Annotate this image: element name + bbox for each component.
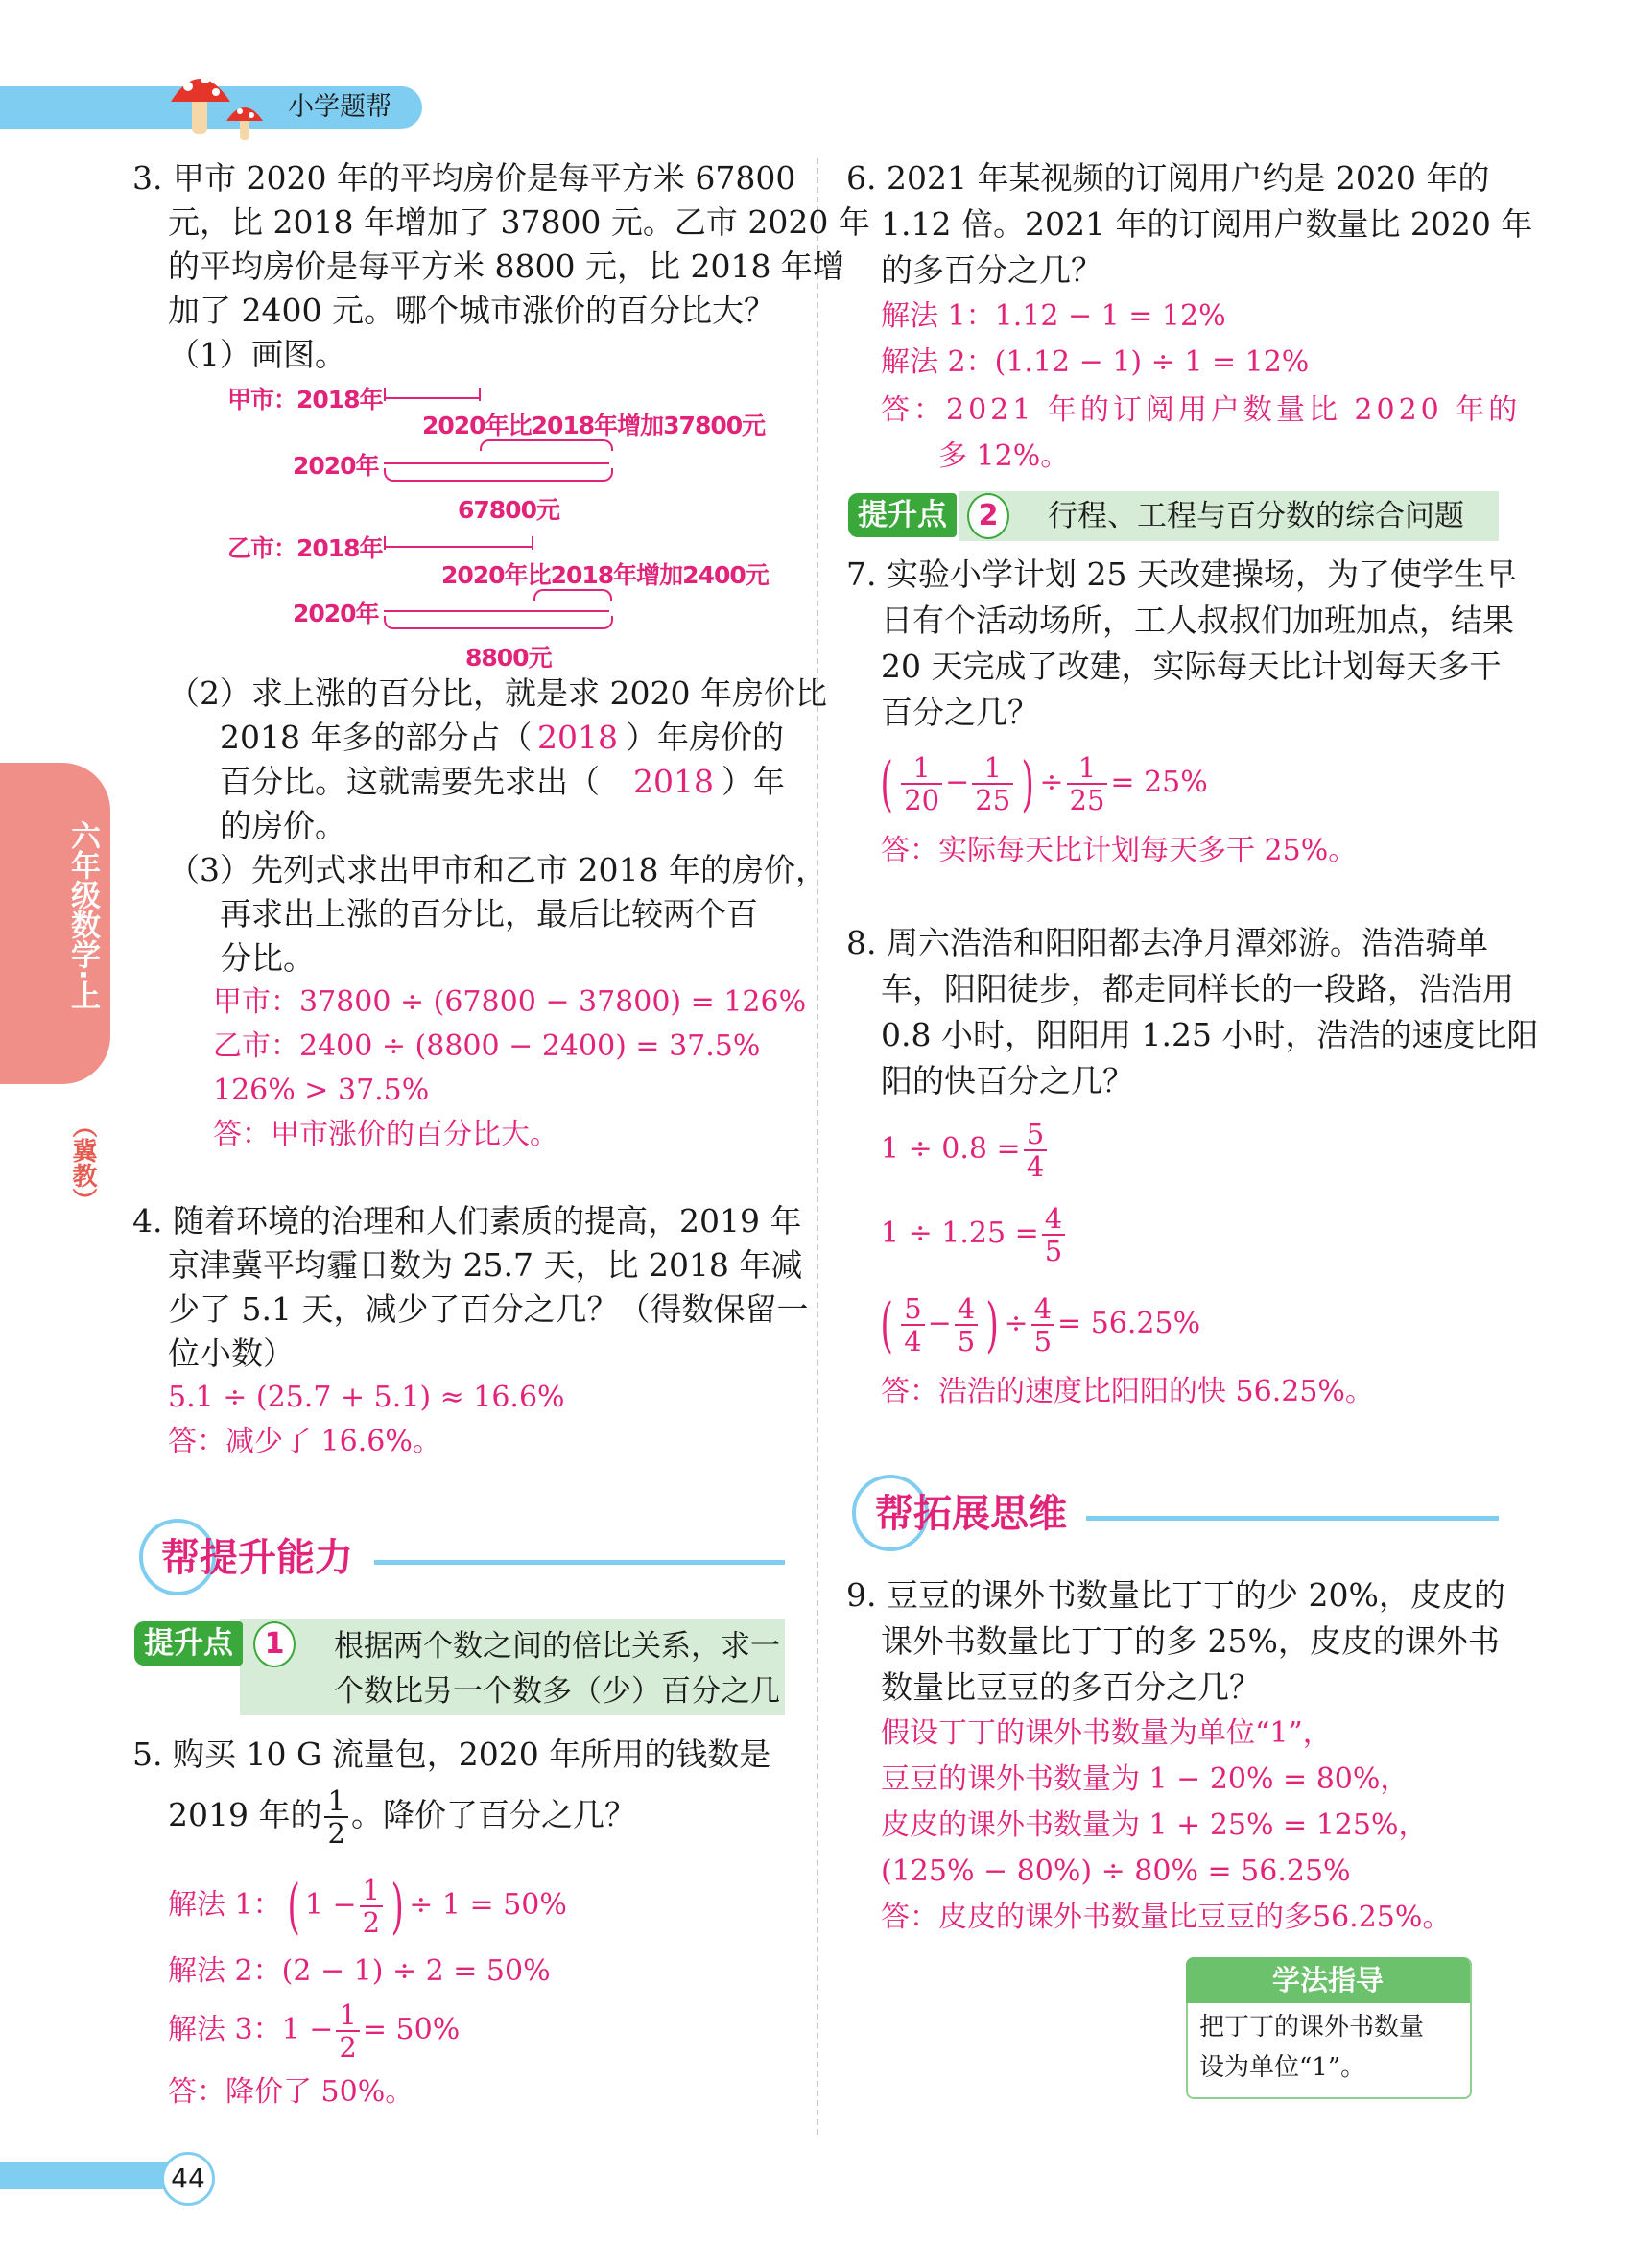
q3-answer-2: 乙市：2400 ÷ (8800 − 2400) = 37.5% <box>213 1029 761 1063</box>
q5-answer-1-fraction <box>360 1875 383 1938</box>
q6-answer-3: 答：2021 年的订阅用户数量比 2020 年的 <box>881 393 1522 427</box>
diagram-a-2018-segment <box>384 397 480 399</box>
q7-line-2: 日有个活动场所，工人叔叔们加班加点，结果 <box>881 602 1514 639</box>
q9-line-3: 数量比豆豆的多百分之几？ <box>881 1668 1261 1706</box>
q6-line-1: 6. 2021 年某视频的订阅用户约是 2020 年的 <box>846 159 1490 197</box>
fraction-num: 4 <box>1031 1293 1054 1326</box>
q9-line-1: 9. 豆豆的课外书数量比丁丁的少 20%，皮皮的 <box>846 1576 1505 1614</box>
q8-expression-1 <box>881 1115 1050 1184</box>
q3-sub2-line-2b: ）年房价的 <box>626 719 784 756</box>
diagram-a-increase-label: 2020年比2018年增加37800元 <box>422 412 766 439</box>
q7-fraction-2 <box>972 752 1013 815</box>
diagram-a-total-brace <box>384 468 613 482</box>
q9-answer-2: 豆豆的课外书数量为 1 − 20% = 80%， <box>881 1762 1409 1796</box>
q8-fraction <box>955 1293 978 1357</box>
fraction-den: 4 <box>1026 1150 1045 1183</box>
point1-desc-1: 根据两个数之间的倍比关系，求一 <box>334 1629 780 1664</box>
band1-title: 帮提升能力 <box>161 1536 353 1580</box>
diagram-b-total-brace <box>384 616 613 629</box>
diagram-a-increase-brace <box>480 439 613 451</box>
fraction-num: 1 <box>901 752 942 785</box>
fraction-num: 1 <box>360 1875 383 1907</box>
q5-answer-1-label: 解法 1： <box>168 1888 282 1922</box>
q3-answer-4: 答：甲市涨价的百分比大。 <box>213 1118 558 1151</box>
diagram-a-2020-segment <box>384 462 609 464</box>
q3-line-3: 的平均房价是每平方米 8800 元，比 2018 年增 <box>168 248 844 285</box>
q3-line-1: 3. 甲市 2020 年的平均房价是每平方米 67800 <box>132 159 796 197</box>
footer-bar <box>0 2162 168 2189</box>
q5-answer-1-expr-a: 1 − <box>304 1888 357 1922</box>
fraction-den: 4 <box>904 1325 922 1358</box>
q7-result: = 25% <box>1110 766 1208 799</box>
band2-title: 帮拓展思维 <box>875 1492 1067 1536</box>
diagram-b-2020-label: 2020年 <box>293 600 379 627</box>
fraction-num: 1 <box>336 1999 359 2032</box>
q5-fraction-num: 1 <box>324 1785 347 1818</box>
q5-answer-3 <box>168 1996 460 2065</box>
diagram-tick <box>384 388 386 401</box>
q7-fraction-1 <box>901 752 942 815</box>
q7-fraction-3 <box>1067 752 1108 815</box>
q8-fraction <box>1042 1203 1065 1266</box>
diagram-tick <box>384 536 386 550</box>
divide-sign: ÷ <box>1039 766 1064 799</box>
q7-expression <box>875 748 1208 817</box>
q3-sub2-line-4: 的房价。 <box>220 807 346 844</box>
q5-fraction-den: 2 <box>327 1817 345 1850</box>
tip-line-1: 把丁丁的课外书数量 <box>1199 2013 1425 2042</box>
q9-answer-4: (125% − 80%) ÷ 80% = 56.25% <box>881 1855 1351 1888</box>
q8-line-3: 0.8 小时，阳阳用 1.25 小时，浩浩的速度比阳 <box>881 1016 1539 1053</box>
fraction-num: 1 <box>1067 752 1108 785</box>
q7-answer: 答：实际每天比计划每天多干 25%。 <box>881 834 1358 867</box>
fraction-den: 20 <box>904 784 940 816</box>
q8-line-4: 阳的快百分之几？ <box>881 1062 1134 1099</box>
q5-line-1: 5. 购买 10 G 流量包，2020 年所用的钱数是 <box>132 1736 771 1773</box>
q9-answer-3: 皮皮的课外书数量为 1 + 25% = 125%， <box>881 1808 1428 1842</box>
fraction-num: 5 <box>901 1293 924 1326</box>
q7-line-3: 20 天完成了改建，实际每天比计划每天多干 <box>881 648 1502 685</box>
q4-line-3: 少了 5.1 天，减少了百分之几？（得数保留一 <box>168 1290 809 1328</box>
q8-fraction <box>1031 1293 1054 1357</box>
q7-line-4: 百分之几？ <box>881 694 1039 731</box>
fraction-num: 4 <box>1042 1203 1065 1236</box>
q5-answer-3-result: = 50% <box>362 2013 461 2046</box>
minus-sign: − <box>927 1307 952 1340</box>
paren-right: ) <box>391 1871 404 1941</box>
paren-left: ( <box>880 748 893 818</box>
q4-answer-2: 答：减少了 16.6%。 <box>168 1425 441 1458</box>
page-number: 44 <box>161 2152 215 2206</box>
q5-answer-3-label: 解法 3：1 − <box>168 2013 334 2046</box>
mushroom-logo-icon <box>163 58 278 149</box>
diagram-b-increase-label: 2020年比2018年增加2400元 <box>441 561 769 589</box>
q9-answer-1: 假设丁丁的课外书数量为单位“1”， <box>881 1716 1332 1750</box>
q5-line-2b: 。降价了百分之几？ <box>350 1796 636 1833</box>
q3-sub2-line-3b: ）年 <box>722 763 785 800</box>
q3-sub3-line-1: （3）先列式求出甲市和乙市 2018 年的房价， <box>168 851 827 888</box>
diagram-tick <box>532 536 533 550</box>
q8-expression-1-text: 1 ÷ 0.8 = <box>881 1132 1021 1166</box>
sidebar-grade: 六年级数学·上 <box>65 820 100 1010</box>
fraction-den: 2 <box>339 2031 357 2064</box>
q8-result: = 56.25% <box>1057 1307 1201 1340</box>
q9-line-2: 课外书数量比丁丁的多 25%，皮皮的课外书 <box>881 1622 1500 1660</box>
point1-desc-2: 个数比另一个数多（少）百分之几 <box>334 1674 780 1709</box>
diagram-a-2020-label: 2020年 <box>293 452 379 480</box>
point2-number: 2 <box>967 493 1009 539</box>
q3-sub1: （1）画图。 <box>168 336 346 373</box>
q4-line-1: 4. 随着环境的治理和人们素质的提高，2019 年 <box>132 1202 802 1240</box>
diagram-a-total-label: 67800元 <box>458 496 559 524</box>
q6-line-2: 1.12 倍。2021 年的订阅用户数量比 2020 年 <box>881 205 1533 243</box>
tip-title: 学法指导 <box>1186 1957 1470 2003</box>
diagram-b-2018-segment <box>384 546 533 548</box>
minus-sign: − <box>945 766 970 799</box>
fraction-den: 25 <box>975 784 1011 816</box>
q6-answer-2: 解法 2：(1.12 − 1) ÷ 1 = 12% <box>881 345 1310 379</box>
sidebar-edition: （冀教） <box>68 1113 97 1213</box>
q6-line-3: 的多百分之几？ <box>881 251 1102 289</box>
q5-answer-2: 解法 2：(2 − 1) ÷ 2 = 50% <box>168 1954 551 1988</box>
q5-answer-1 <box>168 1871 567 1940</box>
q5-answer-1-expr-b: ÷ 1 = 50% <box>409 1888 567 1922</box>
diagram-b-2020-segment <box>384 610 609 612</box>
q3-answer-1: 甲市：37800 ÷ (67800 − 37800) = 126% <box>213 985 807 1019</box>
q8-fraction <box>1024 1119 1047 1182</box>
band1-rule <box>374 1560 785 1565</box>
q8-fraction <box>901 1293 924 1357</box>
q3-sub2-line-3a: 百分比。这就需要先求出（ <box>220 763 600 800</box>
q9-answer-5: 答：皮皮的课外书数量比豆豆的多56.25%。 <box>881 1901 1452 1934</box>
q5-line-2 <box>168 1781 636 1850</box>
paren-left: ( <box>287 1871 300 1941</box>
diagram-a-2018-label: 甲市：2018年 <box>227 386 383 413</box>
q3-line-4: 加了 2400 元。哪个城市涨价的百分比大？ <box>168 292 775 329</box>
paren-left: ( <box>880 1289 893 1359</box>
q5-answer-4: 答：降价了 50%。 <box>168 2075 414 2109</box>
q8-expression-2 <box>881 1199 1068 1268</box>
q8-answer: 答：浩浩的速度比阳阳的快 56.25%。 <box>881 1375 1374 1408</box>
paren-right: ) <box>1021 748 1034 818</box>
point2-tag: 提升点 <box>848 493 957 537</box>
point1-number: 1 <box>253 1621 296 1667</box>
divide-sign: ÷ <box>1004 1307 1029 1340</box>
q5-answer-3-fraction <box>336 1999 359 2063</box>
diagram-b-increase-brace <box>533 589 612 601</box>
fraction-num: 4 <box>955 1293 978 1326</box>
q4-line-2: 京津冀平均霾日数为 25.7 天，比 2018 年减 <box>168 1246 803 1284</box>
q3-blank-2: 2018 <box>633 763 714 800</box>
fraction-den: 5 <box>1033 1325 1053 1358</box>
q8-line-2: 车，阳阳徒步，都走同样长的一段路，浩浩用 <box>881 970 1514 1007</box>
q8-expression-3 <box>875 1289 1200 1358</box>
column-divider <box>817 158 818 2135</box>
diagram-b-2018-label: 乙市：2018年 <box>227 534 383 562</box>
fraction-den: 5 <box>957 1325 976 1358</box>
point2-desc: 行程、工程与百分数的综合问题 <box>1048 499 1464 533</box>
q3-line-2: 元，比 2018 年增加了 37800 元。乙市 2020 年 <box>168 203 870 241</box>
point1-tag: 提升点 <box>134 1621 243 1666</box>
q5-fraction <box>324 1785 347 1849</box>
paren-right: ) <box>985 1289 1000 1359</box>
q3-sub3-line-2: 再求出上涨的百分比，最后比较两个百 <box>220 895 758 933</box>
q4-answer-1: 5.1 ÷ (25.7 + 5.1) ≈ 16.6% <box>168 1381 565 1414</box>
q7-line-1: 7. 实验小学计划 25 天改建操场，为了使学生早 <box>846 555 1517 593</box>
q3-sub2-line-2a: 2018 年多的部分占（ <box>220 719 533 756</box>
q5-line-2a: 2019 年的 <box>168 1796 322 1833</box>
brand-label: 小学题帮 <box>288 92 391 122</box>
fraction-den: 2 <box>362 1906 381 1939</box>
q3-blank-1: 2018 <box>537 719 618 756</box>
tip-line-2: 设为单位“1”。 <box>1199 2053 1366 2082</box>
fraction-den: 25 <box>1069 784 1105 816</box>
diagram-tick <box>479 388 481 401</box>
q6-answer-1: 解法 1：1.12 − 1 = 12% <box>881 299 1226 333</box>
diagram-b-total-label: 8800元 <box>465 644 552 672</box>
q4-line-4: 位小数） <box>168 1335 295 1372</box>
q8-expression-2-text: 1 ÷ 1.25 = <box>881 1217 1039 1250</box>
q3-answer-3: 126% > 37.5% <box>213 1074 430 1107</box>
fraction-num: 5 <box>1024 1119 1047 1151</box>
fraction-den: 5 <box>1044 1235 1063 1267</box>
q3-sub2-line-1: （2）求上涨的百分比，就是求 2020 年房价比 <box>168 674 827 712</box>
q3-sub3-line-3: 分比。 <box>220 939 315 977</box>
q8-line-1: 8. 周六浩浩和阳阳都去净月潭郊游。浩浩骑单 <box>846 924 1488 961</box>
fraction-num: 1 <box>972 752 1013 785</box>
band2-rule <box>1086 1516 1499 1521</box>
q6-answer-4: 多 12%。 <box>938 439 1070 473</box>
